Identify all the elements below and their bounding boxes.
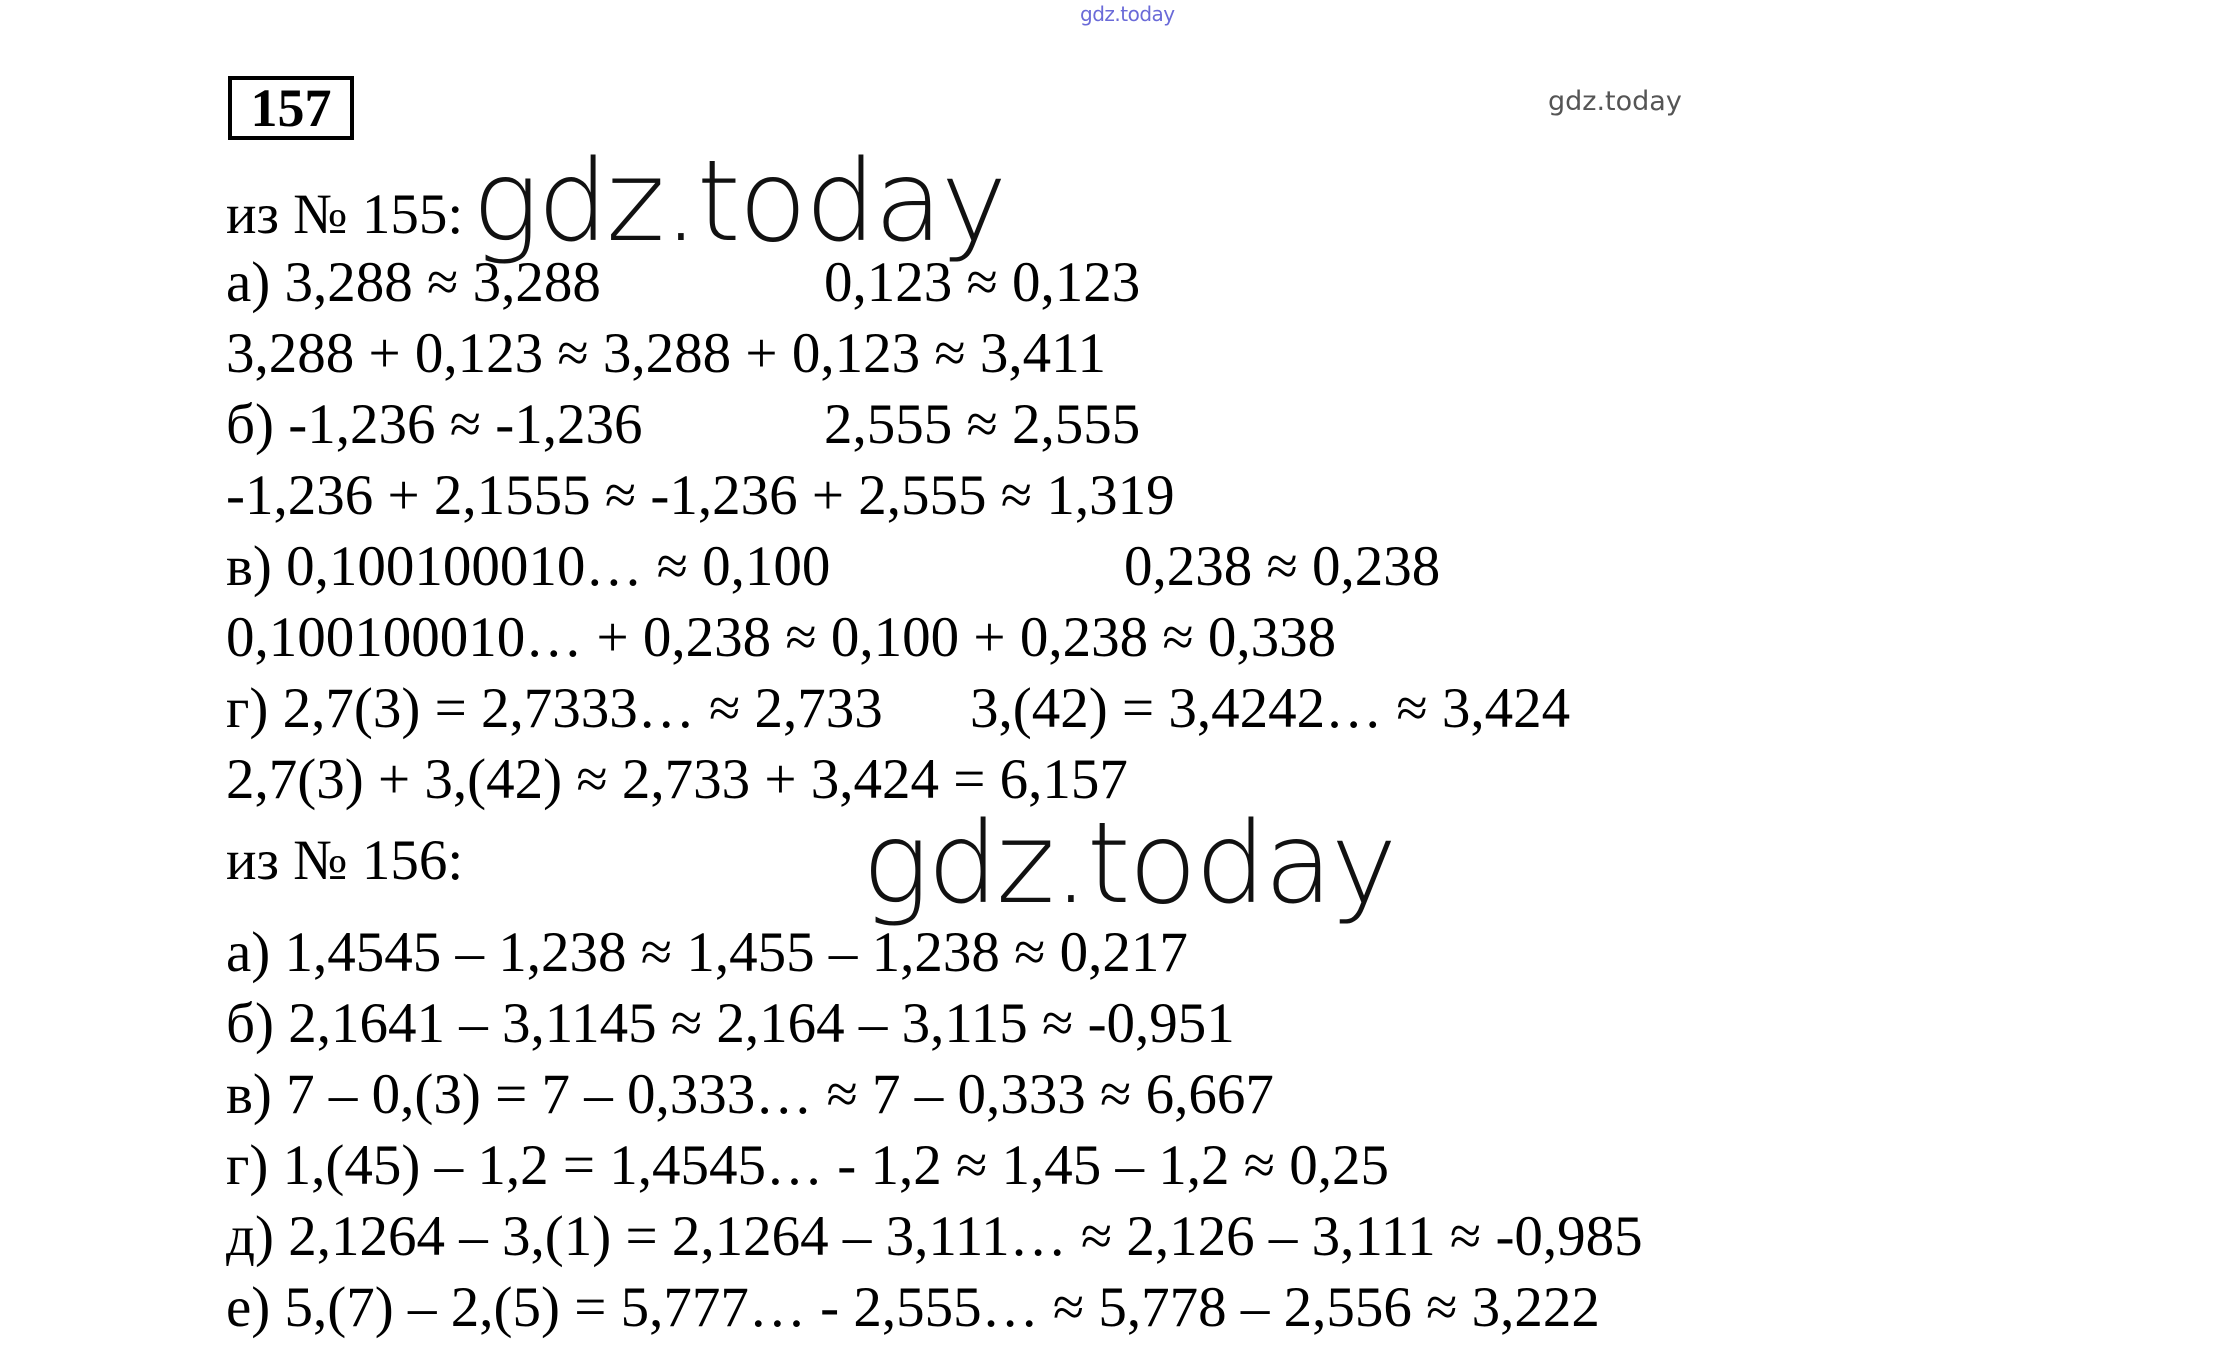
line-left: а) 3,288 ≈ 3,288 [226,251,601,314]
line-left: е) 5,(7) – 2,(5) = 5,777… - 2,555… ≈ 5,778 – 2,556 ≈ 3,222 [226,1276,1600,1339]
line-left: г) 1,(45) – 1,2 = 1,4545… - 1,2 ≈ 1,45 – 1,2 ≈ 0,25 [226,1134,1390,1197]
line-left: б) -1,236 ≈ -1,236 [226,393,643,456]
watermark-big-1: gdz.today [472,137,1006,267]
line-left: -1,236 + 2,1555 ≈ -1,236 + 2,555 ≈ 1,319 [226,464,1175,527]
watermark-big-2: gdz.today [862,799,1396,929]
line-left: а) 1,4545 – 1,238 ≈ 1,455 – 1,238 ≈ 0,217 [226,921,1188,984]
section-156-heading: из № 156: [226,829,464,892]
line-right: 0,123 ≈ 0,123 [824,251,1141,314]
task-number: 157 [228,76,354,140]
line-left: в) 0,100100010… ≈ 0,100 [226,535,831,598]
watermark-top: gdz.today [1080,2,1175,26]
line-left: 0,100100010… + 0,238 ≈ 0,100 + 0,238 ≈ 0,338 [226,606,1337,669]
line-left: г) 2,7(3) = 2,7333… ≈ 2,733 [226,677,883,740]
section-155-heading: из № 155: [226,183,464,246]
line-left: д) 2,1264 – 3,(1) = 2,1264 – 3,111… ≈ 2,126 – 3,111 ≈ -0,985 [226,1205,1643,1268]
line-left: 3,288 + 0,123 ≈ 3,288 + 0,123 ≈ 3,411 [226,322,1106,385]
watermark-right: gdz.today [1548,86,1682,117]
line-left: 2,7(3) + 3,(42) ≈ 2,733 + 3,424 = 6,157 [226,748,1128,811]
line-right: 0,238 ≈ 0,238 [1124,535,1441,598]
line-right: 2,555 ≈ 2,555 [824,393,1141,456]
line-right: 3,(42) = 3,4242… ≈ 3,424 [970,677,1571,740]
line-left: в) 7 – 0,(3) = 7 – 0,333… ≈ 7 – 0,333 ≈ 6,667 [226,1063,1274,1126]
line-left: б) 2,1641 – 3,1145 ≈ 2,164 – 3,115 ≈ -0,951 [226,992,1235,1055]
